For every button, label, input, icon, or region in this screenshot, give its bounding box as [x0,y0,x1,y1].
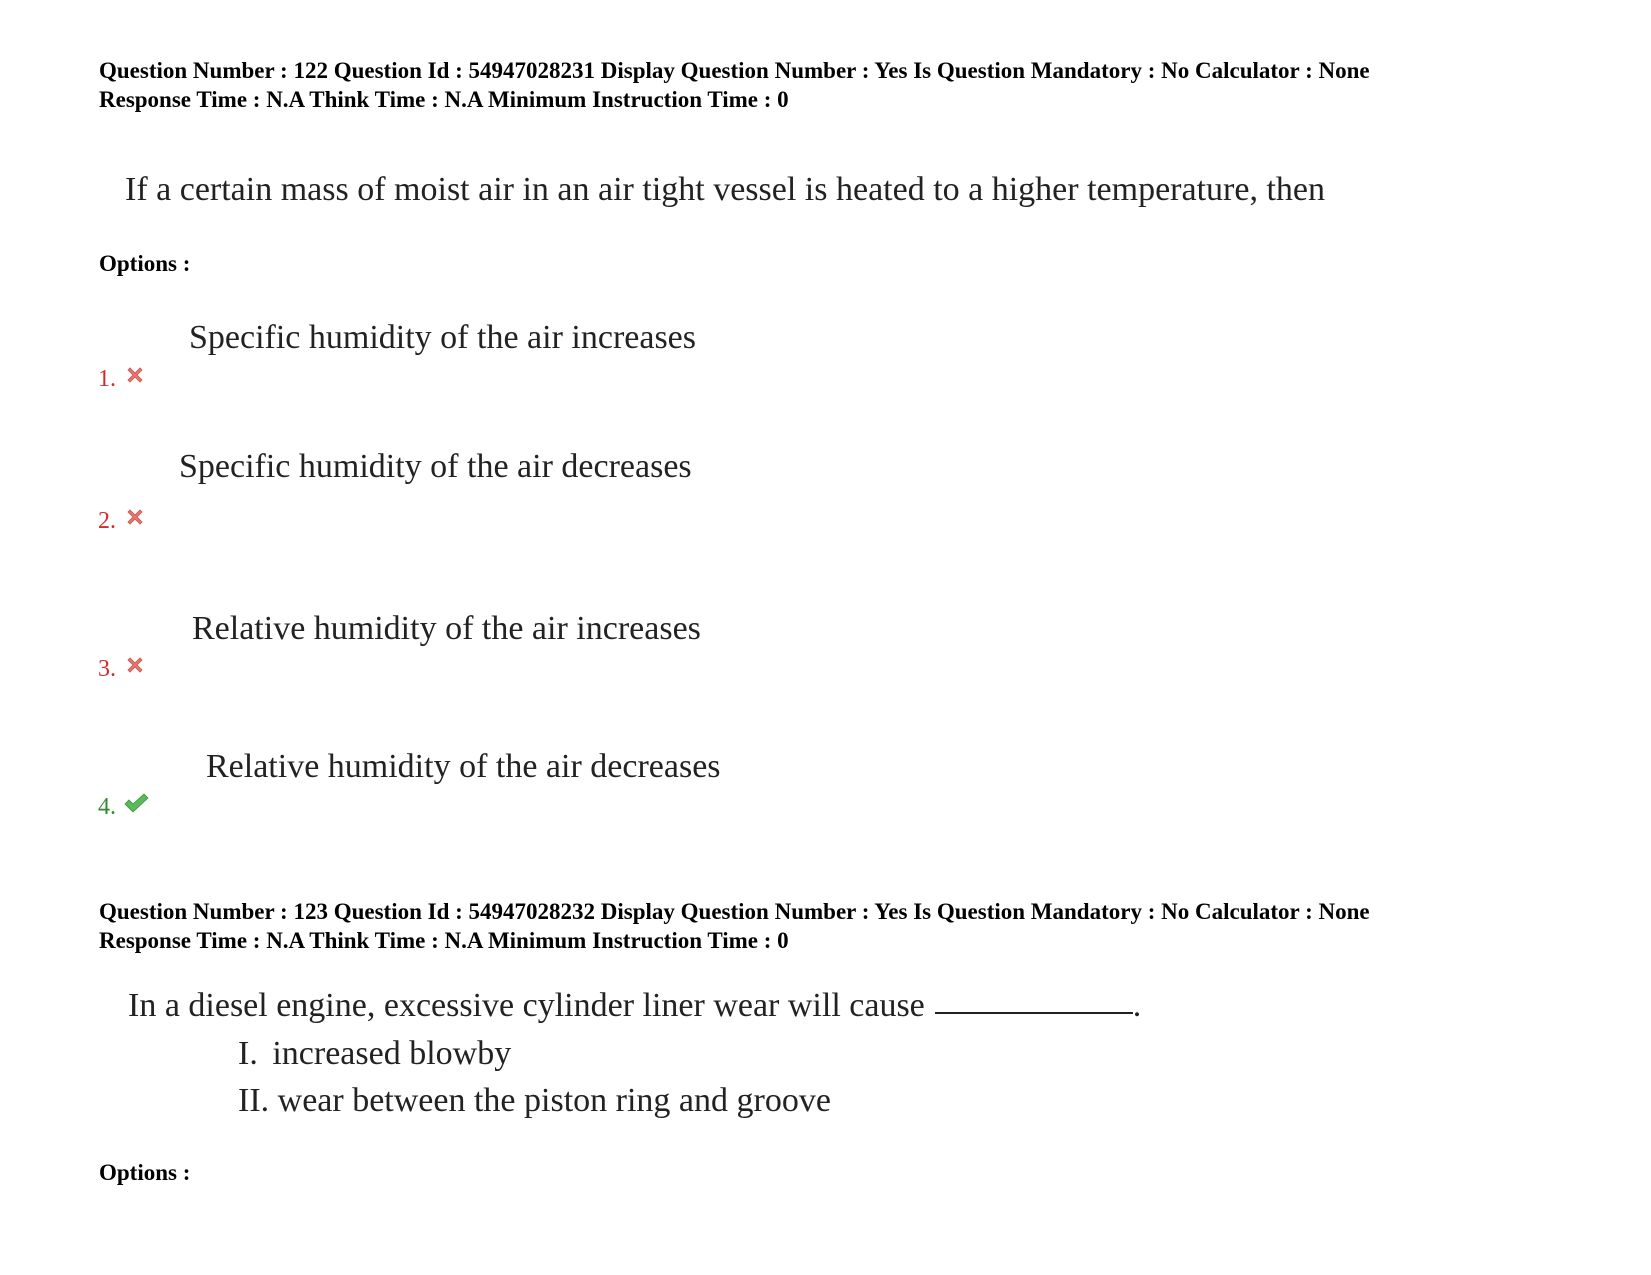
question-122-meta-line1: Question Number : 122 Question Id : 54947028231 Display Question Number : Yes Is Question Mandatory : No Calculator : None [99,58,1370,83]
question-123-item-2 [238,1082,831,1120]
question-123-text-line [128,987,1141,1025]
answer-blank [935,1011,1133,1014]
question-122-meta-line2: Response Time : N.A Think Time : N.A Minimum Instruction Time : 0 [99,87,789,112]
cross-icon [125,365,145,385]
question-123-options-label: Options : [99,1160,191,1185]
question-122-option-1-text: Specific humidity of the air increases [189,319,696,356]
question-122-text: If a certain mass of moist air in an air tight vessel is heated to a higher temperature, then [125,171,1325,208]
question-123-meta [99,897,1370,955]
question-122-option-2-text: Specific humidity of the air decreases [179,448,692,485]
question-122-option-1-number: 1. [98,366,116,392]
question-123-text: In a diesel engine, excessive cylinder liner wear will cause [128,987,925,1024]
question-122-option-3-number: 3. [98,656,116,682]
question-122-meta [99,56,1370,114]
item-1-text: increased blowby [272,1035,512,1072]
question-122-option-4-number: 4. [98,794,116,820]
cross-icon [125,655,145,675]
question-122-option-3-text: Relative humidity of the air increases [192,610,701,647]
item-1-label: I. [238,1035,258,1072]
check-icon [123,792,149,814]
question-123-meta-line2: Response Time : N.A Think Time : N.A Minimum Instruction Time : 0 [99,928,789,953]
question-123-item-1 [238,1035,511,1073]
question-122-option-2-number: 2. [98,508,116,534]
item-2-label: II. [238,1082,270,1119]
question-122-options-label: Options : [99,251,191,276]
item-2-text: wear between the piston ring and groove [277,1082,831,1119]
question-122-option-4-text: Relative humidity of the air decreases [206,748,721,785]
question-123-meta-line1: Question Number : 123 Question Id : 54947028232 Display Question Number : Yes Is Question Mandatory : No Calculator : None [99,899,1370,924]
cross-icon [125,507,145,527]
question-123-text-end: . [1132,987,1142,1024]
